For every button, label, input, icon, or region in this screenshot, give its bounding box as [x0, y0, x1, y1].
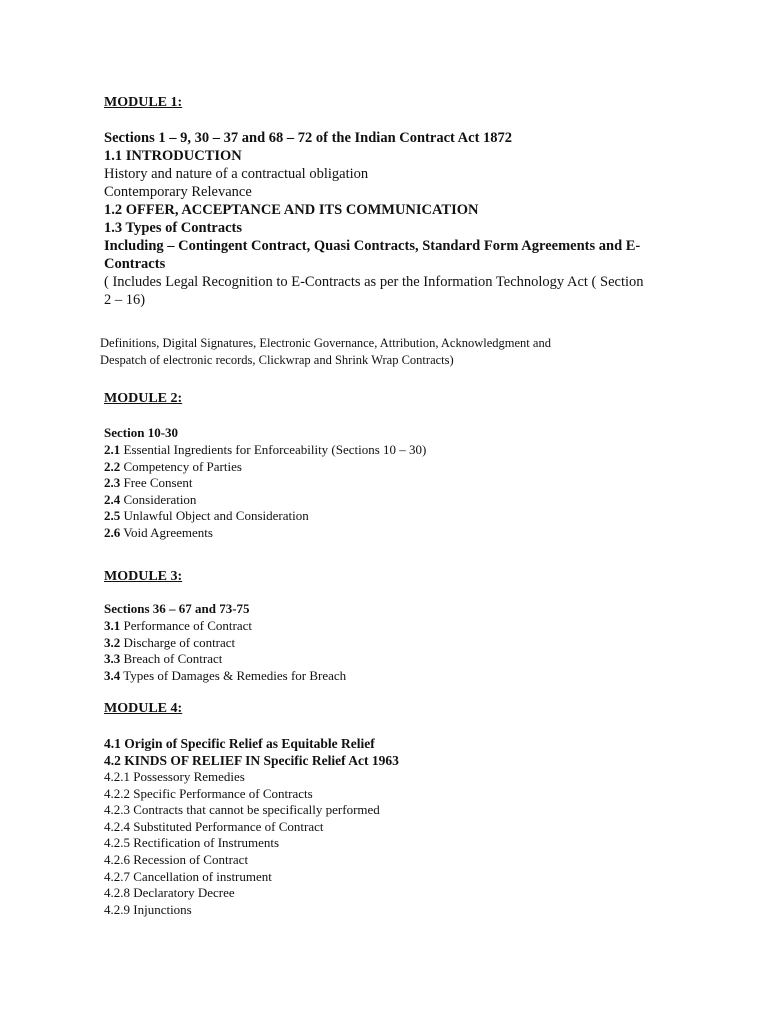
list-item	[104, 474, 192, 491]
item-text: Void Agreements	[120, 525, 213, 540]
item-text: Consideration	[120, 491, 197, 507]
list-item	[104, 441, 426, 458]
offer-heading: 1.2 OFFER, ACCEPTANCE AND ITS COMMUNICATION	[104, 202, 479, 218]
list-item: 4.2.9 Injunctions	[104, 901, 192, 917]
list-item: 4.2.4 Substituted Performance of Contract	[104, 818, 324, 834]
item-text: Essential Ingredients for Enforceability (Sections 10 – 30)	[120, 442, 427, 457]
including-line-1: Including – Contingent Contract, Quasi Contracts, Standard Form Agreements and E-	[104, 238, 641, 254]
origin-heading: 4.1 Origin of Specific Relief as Equitable Relief	[104, 736, 375, 751]
item-text: Discharge of contract	[120, 634, 236, 650]
item-number: 2.3	[104, 475, 121, 491]
module-2-heading: MODULE 2:	[104, 391, 183, 406]
list-item: 4.2.7 Cancellation of instrument	[104, 868, 272, 884]
item-number: 2.1	[104, 442, 121, 457]
definitions-line-1: Definitions, Digital Signatures, Electronic Governance, Attribution, Acknowledgment and	[100, 336, 551, 350]
item-text: Competency of Parties	[120, 458, 242, 474]
module-2-section: Section 10-30	[104, 425, 179, 440]
list-item	[104, 634, 235, 651]
module-3-heading: MODULE 3:	[104, 569, 183, 584]
list-item: 4.2.3 Contracts that cannot be specifically performed	[104, 802, 380, 818]
intro-heading: 1.1 INTRODUCTION	[104, 148, 242, 164]
item-number: 3.2	[104, 634, 121, 650]
intro-line-2: Contemporary Relevance	[104, 184, 252, 200]
including-line-2: Contracts	[104, 256, 166, 272]
intro-line-1: History and nature of a contractual obligation	[104, 166, 369, 182]
item-text: Performance of Contract	[120, 618, 253, 633]
item-text: Free Consent	[120, 475, 193, 491]
module-3-section: Sections 36 – 67 and 73-75	[104, 601, 250, 616]
list-item	[104, 524, 213, 541]
includes-line-1: ( Includes Legal Recognition to E-Contracts as per the Information Technology Act ( Section	[104, 274, 644, 290]
types-heading: 1.3 Types of Contracts	[104, 220, 243, 236]
list-item: 4.2.1 Possessory Remedies	[104, 769, 245, 784]
item-text: Types of Damages & Remedies for Breach	[120, 667, 347, 683]
module-1-heading: MODULE 1:	[104, 95, 183, 110]
item-number: 3.4	[104, 667, 121, 683]
list-item	[104, 507, 309, 524]
list-item	[104, 458, 242, 475]
list-item	[104, 667, 346, 684]
item-number: 3.1	[104, 618, 121, 633]
item-text: Unlawful Object and Consideration	[120, 508, 309, 524]
item-number: 2.5	[104, 508, 121, 524]
item-text: Breach of Contract	[120, 651, 223, 667]
item-number: 2.4	[104, 491, 121, 507]
item-number: 2.2	[104, 458, 121, 474]
list-item	[104, 491, 196, 508]
includes-line-2: 2 – 16)	[104, 292, 146, 308]
kinds-heading: 4.2 KINDS OF RELIEF IN Specific Relief Act 1963	[104, 753, 399, 768]
list-item	[104, 650, 222, 667]
item-number: 3.3	[104, 651, 121, 667]
definitions-line-2: Despatch of electronic records, Clickwrap and Shrink Wrap Contracts)	[100, 353, 454, 367]
item-number: 2.6	[104, 525, 121, 540]
list-item: 4.2.8 Declaratory Decree	[104, 885, 235, 901]
list-item: 4.2.2 Specific Performance of Contracts	[104, 785, 313, 801]
list-item: 4.2.6 Recession of Contract	[104, 852, 249, 867]
module-1-sections: Sections 1 – 9, 30 – 37 and 68 – 72 of the Indian Contract Act 1872	[104, 130, 513, 146]
list-item	[104, 617, 252, 634]
module-4-heading: MODULE 4:	[104, 701, 183, 716]
list-item: 4.2.5 Rectification of Instruments	[104, 835, 280, 851]
